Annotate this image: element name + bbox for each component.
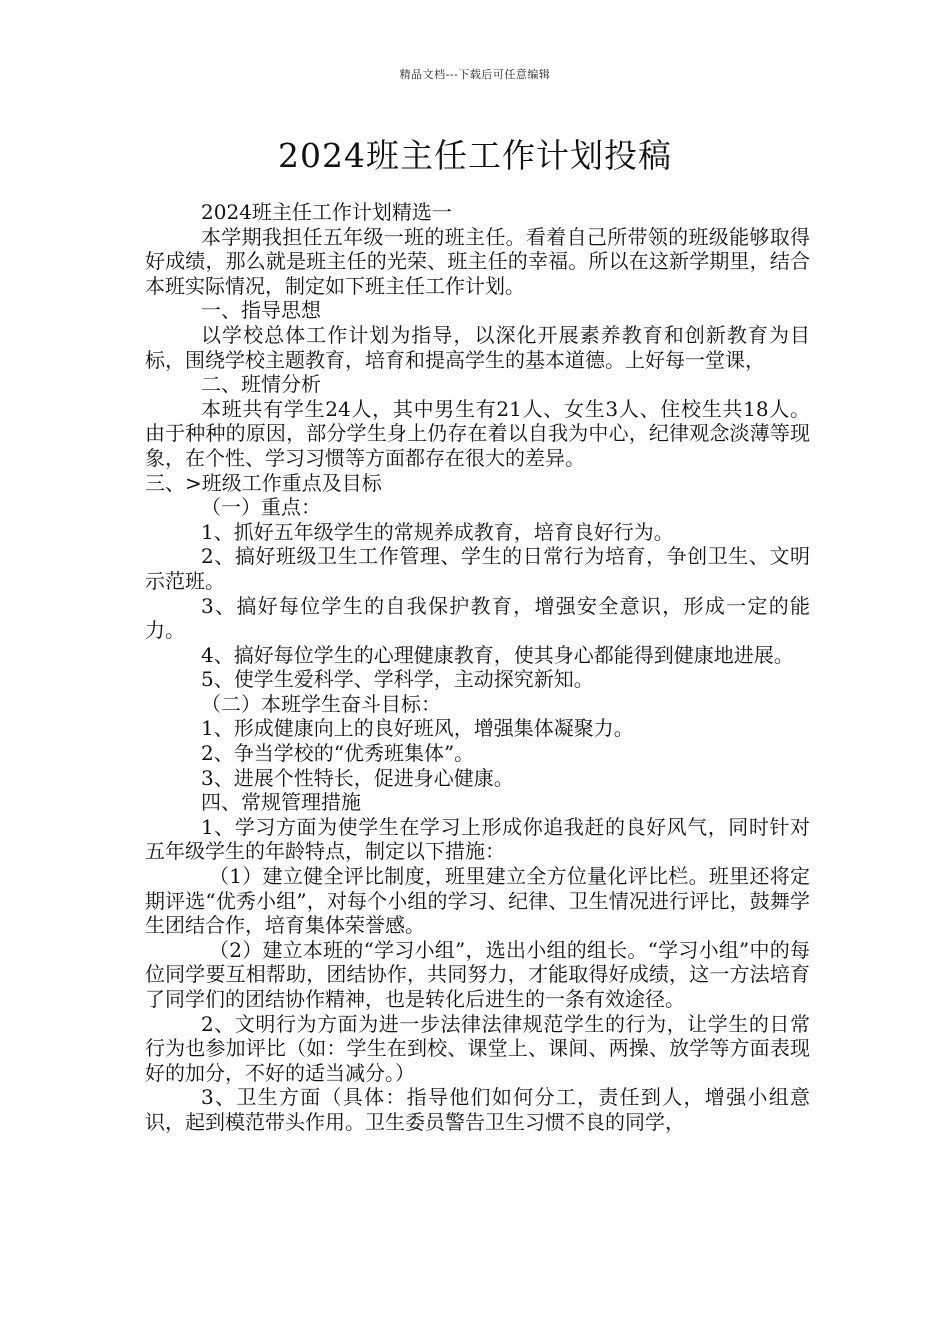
- paragraph: 3、搞好每位学生的自我保护教育，增强安全意识，形成一定的能力。: [145, 593, 810, 643]
- paragraph: 3、卫生方面（具体：指导他们如何分工，责任到人，增强小组意识，起到模范带头作用。卫生委员警告卫生习惯不良的同学，: [145, 1085, 810, 1134]
- page-header-note: 精品文档---下载后可任意编辑: [399, 68, 551, 81]
- paragraph: 4、搞好每位学生的心理健康教育，使其身心都能得到健康地进展。: [201, 642, 794, 667]
- paragraph: 1、形成健康向上的良好班风，增强集体凝聚力。: [201, 716, 634, 741]
- document-title: 2024班主任工作计划投稿: [278, 136, 672, 175]
- paragraph: 一、指导思想: [201, 298, 321, 323]
- paragraph: 本学期我担任五年级一班的班主任。看着自己所带领的班级能够取得好成绩，那么就是班主任的光荣、班主任的幸福。所以在这新学期里，结合本班实际情况，制定如下班主任工作计划。: [145, 224, 810, 298]
- paragraph: 2、争当学校的“优秀班集体”。: [201, 741, 475, 766]
- paragraph: 1、抓好五年级学生的常规养成教育，培育良好行为。: [201, 519, 674, 544]
- paragraph: （2）建立本班的“学习小组”，选出小组的组长。“学习小组”中的每位同学要互相帮助，团结协作，共同努力，才能取得好成绩，这一方法培育了同学们的团结协作精神，也是转化后进生的一条有效途径。: [145, 937, 810, 1011]
- paragraph: （二）本班学生奋斗目标：: [201, 691, 441, 716]
- document-body: [145, 200, 810, 1135]
- paragraph: 1、学习方面为使学生在学习上形成你追我赶的良好风气，同时针对五年级学生的年龄特点，制定以下措施：: [145, 814, 810, 864]
- paragraph: 3、进展个性特长，促进身心健康。: [201, 765, 514, 790]
- paragraph: 2、搞好班级卫生工作管理、学生的日常行为培育，争创卫生、文明示范班。: [145, 544, 810, 593]
- paragraph: 四、常规管理措施: [201, 790, 361, 815]
- paragraph: 三、>班级工作重点及目标: [145, 470, 382, 495]
- paragraph: 2、文明行为方面为进一步法律法律规范学生的行为，让学生的日常行为也参加评比（如：学生在到校、课堂上、课间、两操、放学等方面表现好的加分，不好的适当减分。）: [145, 1011, 810, 1085]
- paragraph: （一）重点：: [201, 495, 321, 520]
- paragraph: 以学校总体工作计划为指导，以深化开展素养教育和创新教育为目标，围绕学校主题教育，培育和提高学生的基本道德。上好每一堂课，: [145, 322, 810, 372]
- paragraph: 2024班主任工作计划精选一: [201, 200, 452, 224]
- paragraph: （1）建立健全评比制度，班里建立全方位量化评比栏。班里还将定期评选“优秀小组”，对每个小组的学习、纪律、卫生情况进行评比，鼓舞学生团结合作，培育集体荣誉感。: [145, 864, 810, 938]
- paragraph: 本班共有学生24人，其中男生有21人、女生3人、住校生共18人。由于种种的原因，部分学生身上仍存在着以自我为中心，纪律观念淡薄等现象，在个性、学习习惯等方面都存在很大的差异。: [145, 396, 810, 470]
- paragraph: 二、班情分析: [201, 372, 321, 397]
- paragraph: 5、使学生爱科学、学科学，主动探究新知。: [201, 667, 594, 692]
